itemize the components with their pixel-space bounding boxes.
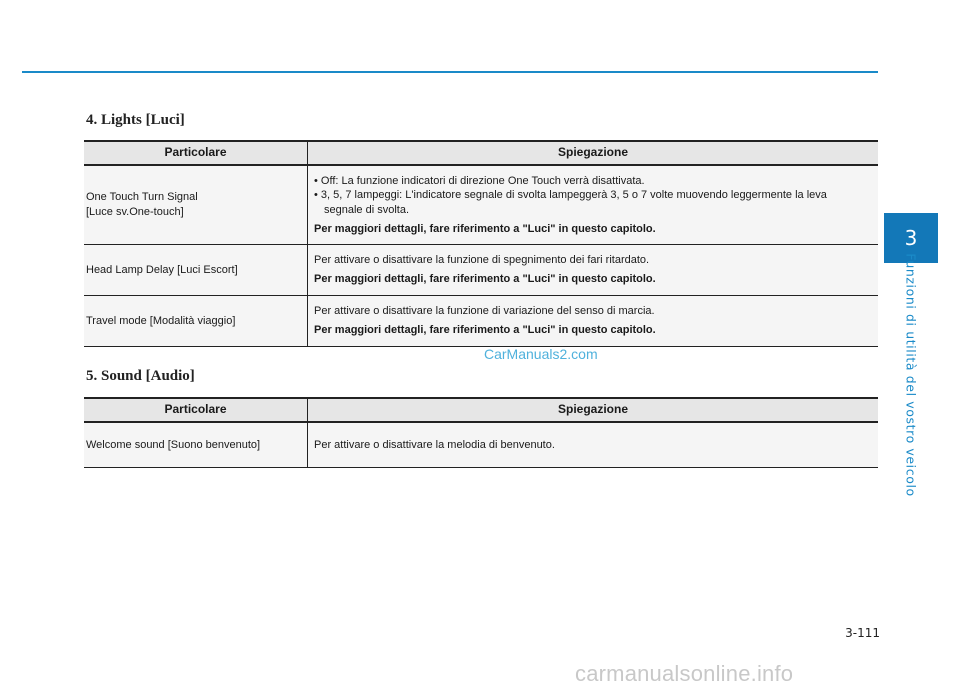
watermark-text: CarManuals2.com	[484, 346, 598, 362]
item-label: Head Lamp Delay [Luci Escort]	[84, 245, 308, 296]
bullet-item: • Off: La funzione indicatori di direzione One Touch verrà disattivata.	[314, 174, 645, 187]
table-row	[84, 165, 878, 245]
item-label-translation: [Luce sv.One-touch]	[86, 206, 184, 218]
reference-note: Per maggiori dettagli, fare riferimento a "Luci" in questo capitolo.	[314, 324, 656, 336]
description-text: Per attivare o disattivare la melodia di benvenuto.	[314, 438, 555, 451]
description-text: Per attivare o disattivare la funzione di variazione del senso di marcia.	[314, 305, 655, 318]
table-row	[84, 296, 878, 347]
section-title-sound: 5. Sound [Audio]	[86, 368, 195, 384]
item-cell	[84, 165, 308, 245]
description-text: Per attivare o disattivare la funzione di spegnimento dei fari ritardato.	[314, 254, 650, 267]
sound-table	[84, 397, 878, 468]
bullet-item: • 3, 5, 7 lampeggi: L'indicatore segnale di svolta lampeggerà 3, 5 o 7 volte muovendo leggermente la leva segnale di svolta.	[314, 189, 827, 216]
table-header-row	[84, 141, 878, 165]
page-number: 3-111	[845, 626, 880, 640]
item-label: Travel mode [Modalità viaggio]	[84, 296, 308, 347]
description-cell	[308, 245, 879, 296]
lights-table	[84, 140, 878, 347]
section-title-lights: 4. Lights [Luci]	[86, 112, 185, 128]
reference-note: Per maggiori dettagli, fare riferimento a "Luci" in questo capitolo.	[314, 273, 656, 285]
column-header-spiegazione: Spiegazione	[308, 398, 879, 422]
reference-note: Per maggiori dettagli, fare riferimento a "Luci" in questo capitolo.	[314, 222, 656, 235]
description-cell	[308, 422, 879, 468]
item-label: One Touch Turn Signal	[86, 191, 198, 204]
table-header-row	[84, 398, 878, 422]
chapter-tab: 3	[884, 213, 938, 263]
table-row	[84, 245, 878, 296]
chapter-side-title: Funzioni di utilità del vostro veicolo	[903, 253, 919, 497]
bullet-list	[314, 174, 868, 218]
column-header-particolare: Particolare	[84, 141, 308, 165]
footer-watermark: carmanualsonline.info	[575, 661, 794, 686]
description-cell	[308, 165, 879, 245]
column-header-spiegazione: Spiegazione	[308, 141, 879, 165]
header-rule	[22, 71, 878, 73]
description-cell	[308, 296, 879, 347]
table-row	[84, 422, 878, 468]
item-label: Welcome sound [Suono benvenuto]	[84, 422, 308, 468]
column-header-particolare: Particolare	[84, 398, 308, 422]
